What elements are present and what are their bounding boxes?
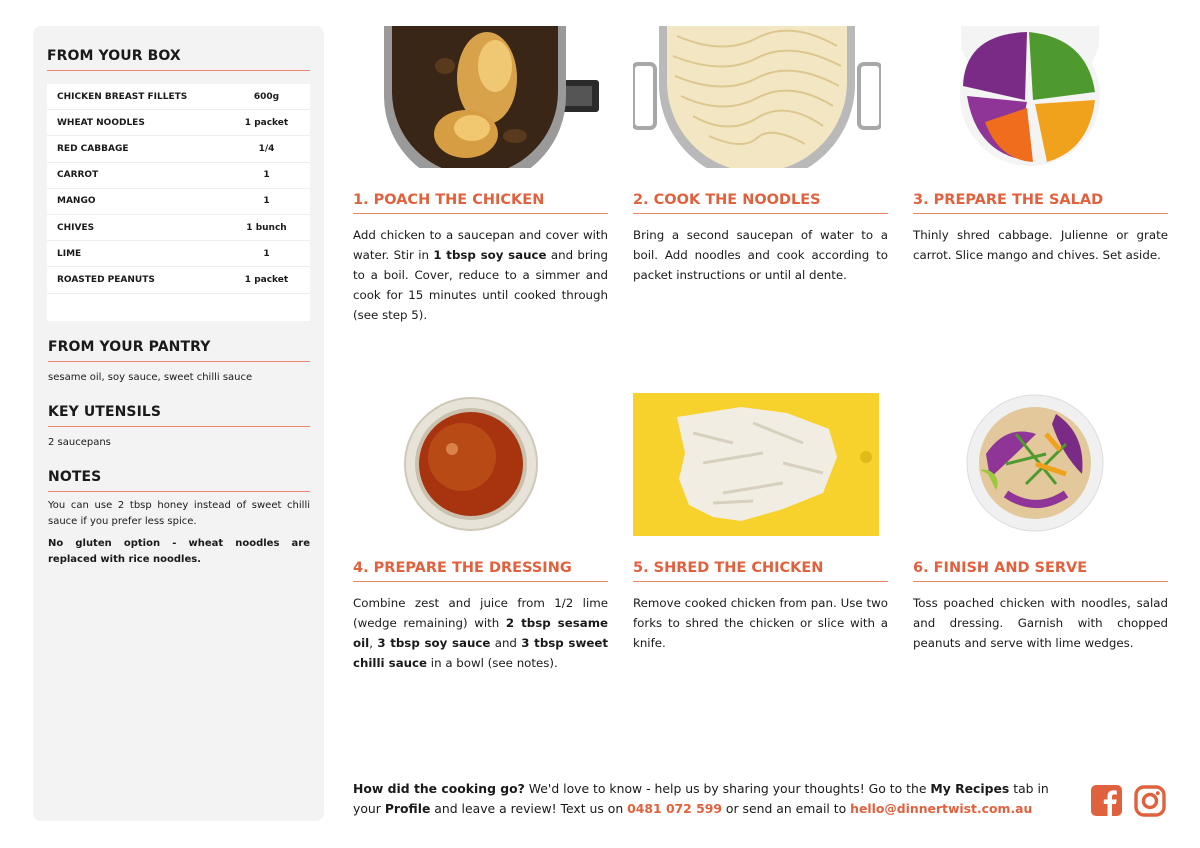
footer-question: How did the cooking go?	[353, 781, 525, 796]
step-title: 3. PREPARE THE SALAD	[913, 192, 1168, 214]
profile-link[interactable]: Profile	[384, 801, 431, 816]
notes-gluten-option: No gluten option - wheat noodles are replaced with rice noodles.	[48, 538, 310, 565]
ingredient-row	[47, 215, 310, 241]
poach-chicken-photo	[380, 26, 602, 168]
step-3	[913, 192, 1168, 265]
ingredient-name: MANGO	[57, 196, 96, 207]
ingredients-table	[47, 84, 310, 321]
step-text: Toss poached chicken with noodles, salad and dressing. Garnish with chopped peanuts and serve with lime wedges.	[913, 596, 1168, 650]
ingredient-name: WHEAT NOODLES	[57, 117, 145, 128]
ingredient-row	[47, 136, 310, 162]
finished-dish-photo	[966, 394, 1104, 532]
ingredient-row	[47, 241, 310, 267]
ingredient-qty: 1 bunch	[246, 222, 287, 233]
utensils-heading: KEY UTENSILS	[48, 404, 310, 427]
step-5	[633, 560, 888, 653]
notes-text: You can use 2 tbsp honey instead of sweet chilli sauce if you prefer less spice.	[48, 500, 310, 527]
ingredient-row	[47, 84, 310, 110]
ingredient-name: CHICKEN BREAST FILLETS	[57, 91, 188, 102]
ingredient-qty: 1 packet	[244, 117, 289, 128]
instagram-icon[interactable]	[1134, 785, 1166, 817]
ingredient-row	[47, 189, 310, 215]
step-text: Thinly shred cabbage. Julienne or grate carrot. Slice mango and chives. Set aside.	[913, 228, 1168, 262]
pantry-section	[47, 339, 310, 386]
dressing-bowl-photo	[404, 397, 538, 531]
notes-section	[47, 469, 310, 568]
ingredient-name: CHIVES	[57, 222, 95, 233]
step-1	[353, 192, 608, 325]
ingredient-qty: 1 packet	[244, 274, 289, 285]
from-box-heading: FROM YOUR BOX	[47, 48, 310, 71]
step-text: Add chicken to a saucepan and cover with water. Stir in 1 tbsp soy sauce and bring to a boil. Cover, reduce to a simmer and cook for 15 minutes until cooked through (see step 5).	[353, 228, 609, 322]
shred-chicken-photo	[633, 393, 879, 536]
step-title: 2. COOK THE NOODLES	[633, 192, 888, 214]
notes-heading: NOTES	[48, 469, 310, 492]
step-text: Bring a second saucepan of water to a boil. Add noodles and cook according to packet instructions or until al dente.	[633, 228, 888, 282]
ingredient-qty: 1	[263, 170, 270, 181]
ingredient-name: RED CABBAGE	[57, 143, 129, 154]
ingredients-sidebar	[33, 26, 324, 821]
ingredient-name: ROASTED PEANUTS	[57, 274, 155, 285]
ingredient-qty: 1/4	[258, 143, 275, 154]
step-title: 6. FINISH AND SERVE	[913, 560, 1168, 582]
utensils-text: 2 saucepans	[48, 437, 111, 448]
pantry-heading: FROM YOUR PANTRY	[48, 339, 310, 362]
pantry-text: sesame oil, soy sauce, sweet chilli sauce	[48, 372, 253, 383]
ingredient-name: CARROT	[57, 170, 99, 181]
step-2	[633, 192, 888, 285]
step-title: 5. SHRED THE CHICKEN	[633, 560, 888, 582]
cook-noodles-photo	[633, 26, 881, 168]
step-text: Combine zest and juice from 1/2 lime (wedge remaining) with 2 tbsp sesame oil, 3 tbsp soy sauce and 3 tbsp sweet chilli sauce in a bowl (see notes).	[353, 596, 608, 670]
phone-link[interactable]: 0481 072 599	[627, 801, 722, 816]
my-recipes-link[interactable]: My Recipes	[930, 781, 1010, 796]
step-title: 1. POACH THE CHICKEN	[353, 192, 608, 214]
ingredient-qty: 1	[263, 248, 270, 259]
prepare-salad-photo	[955, 26, 1105, 168]
step-4	[353, 560, 608, 673]
ingredient-row	[47, 163, 310, 189]
ingredient-row	[47, 267, 310, 293]
ingredient-qty: 1	[263, 196, 270, 207]
facebook-icon[interactable]	[1091, 785, 1122, 816]
step-6	[913, 560, 1168, 653]
utensils-section	[47, 404, 310, 451]
step-title: 4. PREPARE THE DRESSING	[353, 560, 608, 582]
ingredient-row	[47, 110, 310, 136]
email-link[interactable]: hello@dinnertwist.com.au	[850, 801, 1033, 816]
step-text: Remove cooked chicken from pan. Use two forks to shred the chicken or slice with a knife.	[633, 596, 888, 650]
feedback-footer: How did the cooking go? We'd love to know - help us by sharing your thoughts! Go to the My Recipes tab in your Profile and leave a review! Text us on 0481 072 599 or send an email to hello@dinnertwist.com.au	[353, 781, 1049, 816]
ingredient-qty: 600g	[253, 91, 280, 102]
ingredient-name: LIME	[57, 248, 82, 259]
